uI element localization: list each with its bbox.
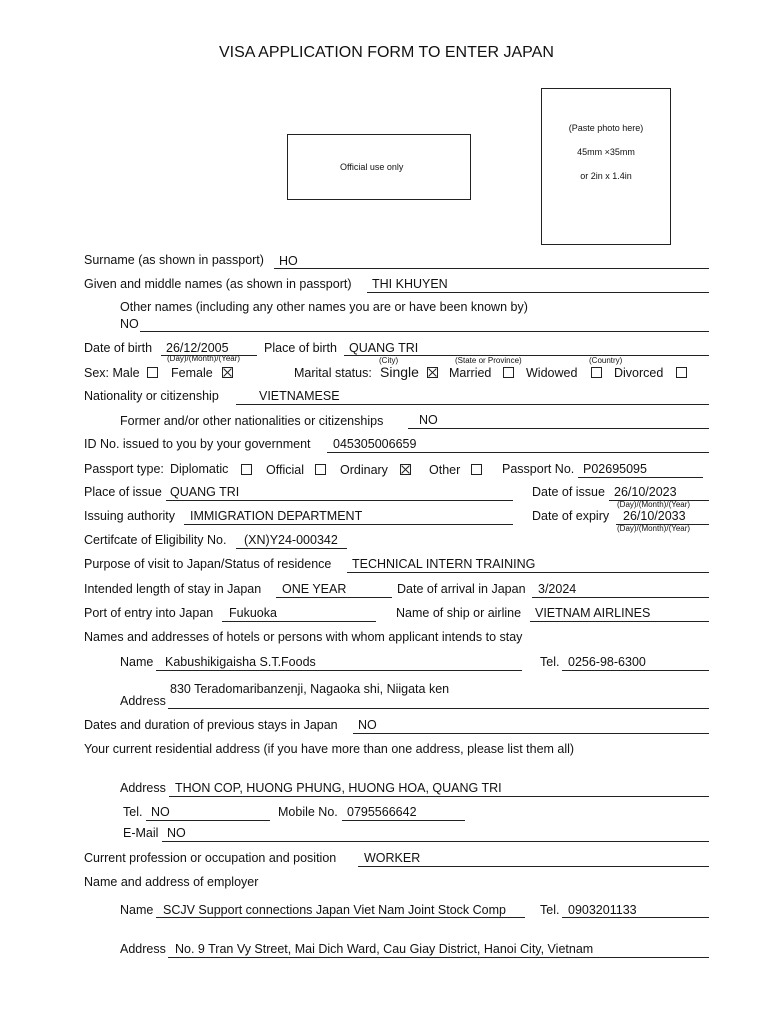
employer-name-label: Name bbox=[120, 903, 154, 917]
date-of-issue-hint: (Day)/(Month)/(Year) bbox=[617, 500, 691, 509]
given-names-line bbox=[367, 292, 709, 293]
passport-no-value[interactable]: P02695095 bbox=[583, 462, 647, 476]
given-names-label: Given and middle names (as shown in passport) bbox=[84, 277, 352, 291]
employer-heading: Name and address of employer bbox=[84, 875, 259, 889]
port-of-entry-value[interactable]: Fukuoka bbox=[229, 606, 277, 620]
previous-stays-value[interactable]: NO bbox=[358, 718, 377, 732]
employer-name-value[interactable]: SCJV Support connections Japan Viet Nam Joint Stock Comp bbox=[163, 903, 506, 917]
employer-address-value[interactable]: No. 9 Tran Vy Street, Mai Dich Ward, Cau Giay District, Hanoi City, Vietnam bbox=[175, 942, 594, 956]
sex-label: Sex: Male bbox=[84, 366, 140, 380]
passport-ordinary-label: Ordinary bbox=[340, 463, 388, 477]
place-of-issue-line bbox=[166, 500, 513, 501]
id-no-value[interactable]: 045305006659 bbox=[333, 437, 417, 451]
official-use-label: Official use only bbox=[340, 162, 404, 172]
date-of-issue-label: Date of issue bbox=[532, 485, 605, 499]
host-address-value[interactable]: 830 Teradomaribanzenji, Nagaoka shi, Niigata ken bbox=[170, 682, 450, 696]
employer-tel-line bbox=[562, 917, 709, 918]
host-tel-value[interactable]: 0256-98-6300 bbox=[568, 655, 646, 669]
dob-value[interactable]: 26/12/2005 bbox=[166, 341, 229, 355]
residence-mobile-label: Mobile No. bbox=[278, 805, 338, 819]
marital-widowed-checkbox[interactable] bbox=[591, 367, 602, 378]
nationality-value[interactable]: VIETNAMESE bbox=[259, 389, 340, 403]
coe-label: Certifcate of Eligibility No. bbox=[84, 533, 227, 547]
host-name-value[interactable]: Kabushikigaisha S.T.Foods bbox=[165, 655, 316, 669]
other-names-label: Other names (including any other names you are or have been known by) bbox=[120, 300, 528, 314]
purpose-value[interactable]: TECHNICAL INTERN TRAINING bbox=[352, 557, 536, 571]
profession-label: Current profession or occupation and position bbox=[84, 851, 337, 865]
surname-line bbox=[274, 268, 709, 269]
id-no-label: ID No. issued to you by your government bbox=[84, 437, 311, 451]
residential-heading: Your current residential address (if you have more than one address, please list them all) bbox=[84, 742, 575, 756]
other-names-line bbox=[140, 331, 709, 332]
date-of-expiry-value[interactable]: 26/10/2033 bbox=[623, 509, 686, 523]
length-of-stay-line bbox=[276, 597, 392, 598]
ship-airline-line bbox=[530, 621, 709, 622]
host-address-line bbox=[168, 708, 709, 709]
photo-box[interactable] bbox=[541, 88, 671, 245]
marital-divorced-checkbox[interactable] bbox=[676, 367, 687, 378]
nationality-label: Nationality or citizenship bbox=[84, 389, 219, 403]
host-address-label: Address bbox=[120, 694, 166, 708]
host-tel-label: Tel. bbox=[540, 655, 560, 669]
passport-other-label: Other bbox=[429, 463, 461, 477]
passport-diplomatic-label: Diplomatic bbox=[170, 462, 229, 476]
photo-line2: 45mm ×35mm bbox=[577, 147, 635, 157]
residence-address-line bbox=[169, 796, 709, 797]
issuing-authority-label: Issuing authority bbox=[84, 509, 176, 523]
pob-state-hint: (State or Province) bbox=[455, 356, 522, 365]
marital-married-label: Married bbox=[449, 366, 492, 380]
previous-stays-label: Dates and duration of previous stays in Japan bbox=[84, 718, 338, 732]
sex-male-checkbox[interactable] bbox=[147, 367, 158, 378]
photo-line3: or 2in x 1.4in bbox=[580, 171, 632, 181]
surname-label: Surname (as shown in passport) bbox=[84, 253, 264, 267]
issuing-authority-line bbox=[184, 524, 513, 525]
residence-email-label: E-Mail bbox=[123, 826, 159, 840]
residence-tel-value[interactable]: NO bbox=[151, 805, 170, 819]
passport-no-label: Passport No. bbox=[502, 462, 575, 476]
place-of-birth-line bbox=[344, 355, 709, 356]
employer-tel-label: Tel. bbox=[540, 903, 560, 917]
residence-tel-label: Tel. bbox=[123, 805, 143, 819]
residence-address-value[interactable]: THON COP, HUONG PHUNG, HUONG HOA, QUANG TRI bbox=[175, 781, 502, 795]
date-of-expiry-label: Date of expiry bbox=[532, 509, 610, 523]
passport-other-checkbox[interactable] bbox=[471, 464, 482, 475]
ship-airline-label: Name of ship or airline bbox=[396, 606, 522, 620]
port-of-entry-line bbox=[222, 621, 376, 622]
employer-address-label: Address bbox=[120, 942, 166, 956]
date-of-arrival-value[interactable]: 3/2024 bbox=[538, 582, 577, 596]
marital-widowed-label: Widowed bbox=[526, 366, 578, 380]
coe-line bbox=[236, 548, 347, 549]
employer-name-line bbox=[156, 917, 525, 918]
former-nationality-line bbox=[408, 428, 709, 429]
host-name-line bbox=[156, 670, 522, 671]
place-of-birth-value[interactable]: QUANG TRI bbox=[349, 341, 419, 355]
residence-email-line bbox=[162, 841, 709, 842]
passport-diplomatic-checkbox[interactable] bbox=[241, 464, 252, 475]
sex-female-checkbox[interactable] bbox=[222, 367, 233, 378]
nationality-line bbox=[236, 404, 709, 405]
profession-value[interactable]: WORKER bbox=[364, 851, 421, 865]
id-no-line bbox=[327, 452, 709, 453]
date-of-expiry-hint: (Day)/(Month)/(Year) bbox=[617, 524, 691, 533]
marital-married-checkbox[interactable] bbox=[503, 367, 514, 378]
passport-official-checkbox[interactable] bbox=[315, 464, 326, 475]
place-of-issue-value[interactable]: QUANG TRI bbox=[170, 485, 240, 499]
passport-ordinary-checkbox[interactable] bbox=[400, 464, 411, 475]
official-use-box bbox=[287, 134, 471, 200]
sex-female-label: Female bbox=[171, 366, 213, 380]
hotels-heading: Names and addresses of hotels or persons with whom applicant intends to stay bbox=[84, 630, 523, 644]
purpose-line bbox=[347, 572, 709, 573]
dob-label: Date of birth bbox=[84, 341, 153, 355]
former-nationality-value[interactable]: NO bbox=[419, 413, 438, 427]
dob-hint: (Day)/(Month)/(Year) bbox=[167, 354, 241, 363]
residence-tel-line bbox=[146, 820, 270, 821]
place-of-issue-label: Place of issue bbox=[84, 485, 162, 499]
coe-value[interactable]: (XN)Y24-000342 bbox=[244, 533, 338, 547]
marital-single-checkbox[interactable] bbox=[427, 367, 438, 378]
residence-address-label: Address bbox=[120, 781, 166, 795]
purpose-label: Purpose of visit to Japan/Status of residence bbox=[84, 557, 332, 571]
given-names-value[interactable]: THI KHUYEN bbox=[372, 277, 448, 291]
passport-type-label: Passport type: bbox=[84, 462, 164, 476]
former-nationality-label: Former and/or other nationalities or citizenships bbox=[120, 414, 384, 428]
pob-country-hint: (Country) bbox=[589, 356, 623, 365]
residence-mobile-value[interactable]: 0795566642 bbox=[347, 805, 417, 819]
photo-line1: (Paste photo here) bbox=[568, 123, 644, 133]
date-of-arrival-line bbox=[532, 597, 709, 598]
residence-email-value[interactable]: NO bbox=[167, 826, 186, 840]
issuing-authority-value[interactable]: IMMIGRATION DEPARTMENT bbox=[190, 509, 363, 523]
place-of-birth-label: Place of birth bbox=[264, 341, 337, 355]
residence-mobile-line bbox=[342, 820, 465, 821]
previous-stays-line bbox=[353, 733, 709, 734]
date-of-arrival-label: Date of arrival in Japan bbox=[397, 582, 526, 596]
host-name-label: Name bbox=[120, 655, 154, 669]
ship-airline-value[interactable]: VIETNAM AIRLINES bbox=[535, 606, 651, 620]
host-tel-line bbox=[562, 670, 709, 671]
marital-single-label: Single bbox=[380, 364, 419, 380]
pob-city-hint: (City) bbox=[379, 356, 399, 365]
port-of-entry-label: Port of entry into Japan bbox=[84, 606, 214, 620]
date-of-issue-value[interactable]: 26/10/2023 bbox=[614, 485, 677, 499]
surname-value[interactable]: HO bbox=[279, 254, 298, 268]
passport-no-line bbox=[578, 477, 703, 478]
profession-line bbox=[358, 866, 709, 867]
other-names-value[interactable]: NO bbox=[120, 317, 139, 331]
length-of-stay-label: Intended length of stay in Japan bbox=[84, 582, 262, 596]
form-title: VISA APPLICATION FORM TO ENTER JAPAN bbox=[219, 44, 554, 61]
marital-label: Marital status: bbox=[294, 366, 372, 380]
employer-address-line bbox=[168, 957, 709, 958]
passport-official-label: Official bbox=[266, 463, 304, 477]
employer-tel-value[interactable]: 0903201133 bbox=[568, 903, 637, 917]
length-of-stay-value[interactable]: ONE YEAR bbox=[282, 582, 347, 596]
marital-divorced-label: Divorced bbox=[614, 366, 664, 380]
